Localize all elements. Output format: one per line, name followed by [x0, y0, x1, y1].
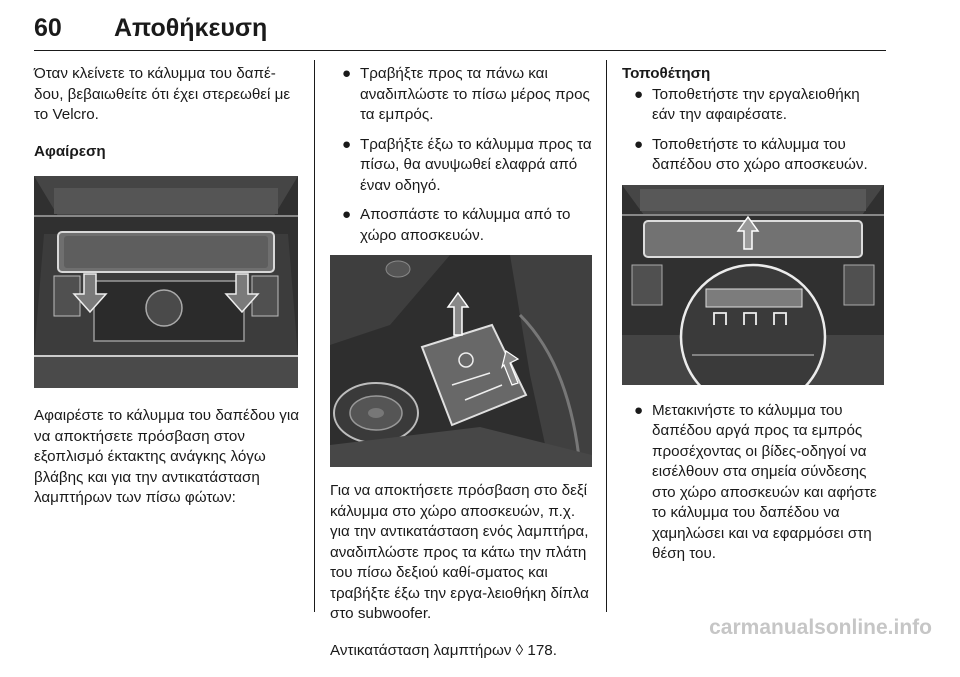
- page-header: [34, 12, 886, 51]
- bullet-icon: ●: [342, 65, 352, 82]
- trunk-floor-installation-illustration: [622, 185, 884, 385]
- watermark: carmanualsonline.info: [709, 616, 932, 639]
- section-title: Αποθήκευση: [114, 14, 268, 42]
- intro-paragraph: Όταν κλείνετε το κάλυμμα του δαπέ-δου, βεβαιωθείτε ότι έχει στερεωθεί με το Velcro.: [34, 65, 291, 123]
- bulb-replacement-reference[interactable]: Αντικατάσταση λαμπτήρων ◊ 178.: [330, 641, 557, 659]
- access-paragraph: Για να αποκτήσετε πρόσβαση στο δεξί κάλυμμα στο χώρο αποσκευών, π.χ. για την αντικατάσταση ενός λαμπτήρα, αναδιπλώστε προς τα κάτω την πλάτη του πίσω δεξιού καθί-σματος και τραβήξτε έξω την εργα-λειοθήκη δίπλα στο subwoofer.: [330, 482, 589, 622]
- list-item: ● Μετακινήστε το κάλυμμα του δαπέδου αργά προς τα εμπρός προσέχοντας οι βίδες-οδηγοί να εισέλθουν στα σημεία σύνδεσης στο χώρο αποσκευών και αφήστε το κάλυμμα του δαπέδου να χαμηλώσει και να εφαρμόσει στη θέση του.: [634, 401, 877, 562]
- bullet-icon: ●: [342, 135, 352, 153]
- bullet-icon: ●: [634, 401, 644, 419]
- trunk-floor-removal-illustration: [34, 176, 298, 388]
- column-3: [622, 64, 886, 574]
- list-item: ● Τοποθετήστε την εργαλειοθήκη εάν την αφαιρέσατε.: [634, 85, 860, 123]
- list-item: ● Τραβήξτε προς τα πάνω και αναδιπλώστε το πίσω μέρος προς τα εμπρός.: [342, 65, 590, 123]
- column-2: [330, 64, 592, 677]
- column-divider: [314, 60, 315, 612]
- column-1: [34, 64, 299, 525]
- bullet-icon: ●: [634, 135, 644, 153]
- bullet-icon: ●: [634, 85, 644, 103]
- list-item: ● Αποσπάστε το κάλυμμα από το χώρο αποσκευών.: [342, 206, 571, 244]
- removal-paragraph: Αφαιρέστε το κάλυμμα του δαπέδου για να αποκτήσετε πρόσβαση στον εξοπλισμό έκτακτης ανάγκης λόγω βλάβης και για την αντικατάσταση λαμπτήρων των πίσω φώτων:: [34, 407, 299, 506]
- removal-heading: Αφαίρεση: [34, 142, 106, 160]
- list-item: ● Τραβήξτε έξω το κάλυμμα προς τα πίσω, θα ανυψωθεί ελαφρά από έναν οδηγό.: [342, 135, 592, 194]
- toolbox-subwoofer-illustration: [330, 255, 592, 467]
- column-divider: [606, 60, 607, 612]
- page-number: 60: [34, 14, 62, 42]
- list-item: ● Τοποθετήστε το κάλυμμα του δαπέδου στο χώρο αποσκευών.: [634, 135, 868, 173]
- bullet-icon: ●: [342, 206, 352, 223]
- installation-heading: Τοποθέτηση: [622, 65, 711, 82]
